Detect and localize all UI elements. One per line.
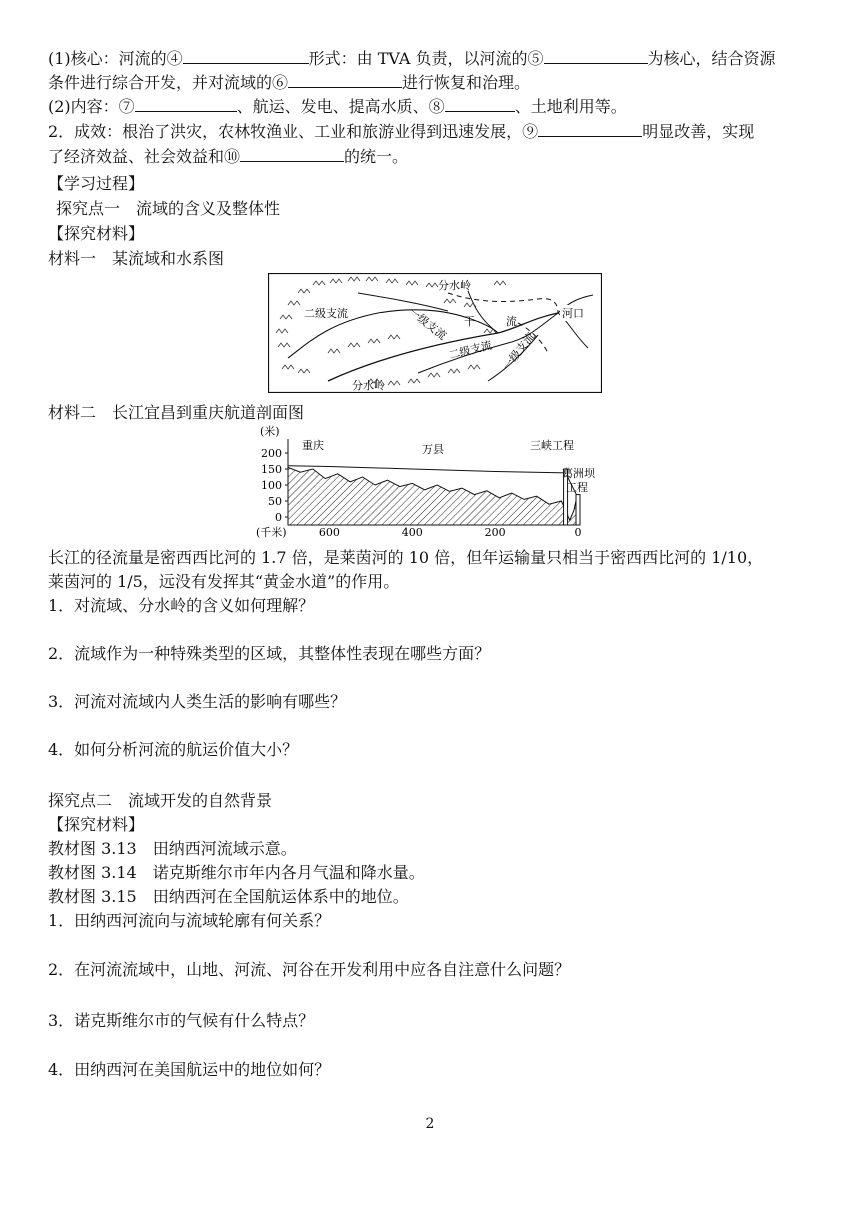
label-secondary-tributary-mid: 二级支流: [447, 338, 494, 362]
label-main-stream-1: 干: [464, 315, 475, 328]
textbook-ref-2: 教材图 3.14 诺克斯维尔市年内各月气温和降水量。: [48, 863, 425, 882]
x-tick-label: 0: [574, 526, 582, 539]
text: 了经济效益、社会效益和⑩: [48, 147, 241, 166]
label-secondary-tributary-left: 二级支流: [304, 307, 348, 320]
label-gezhouba-gongcheng: 工程: [566, 481, 588, 494]
intro-line-2: [48, 71, 530, 94]
text: 形式：由 TVA 负责，以河流的⑤: [308, 49, 544, 68]
x-axis-unit: (千米): [256, 526, 287, 539]
section1-question-4: 4．如何分析河流的航运价值大小？: [48, 740, 299, 759]
x-tick-label: 600: [318, 526, 340, 539]
riverbed-area: [288, 467, 578, 525]
text: 明显改善，实现: [642, 122, 755, 141]
text: 的统一。: [344, 147, 409, 166]
y-tick-label: 0: [275, 511, 282, 524]
intro-line-3: [48, 95, 627, 118]
text: 条件进行综合开发，并对流域的⑥: [48, 73, 289, 92]
material2-caption: 材料二 长江宜昌到重庆航道剖面图: [48, 403, 305, 422]
channel-profile-chart: [248, 425, 600, 540]
intro-line-4: [48, 120, 754, 143]
section1-para-2: 莱茵河的 1/5，远没有发挥其“黄金水道”的作用。: [48, 572, 400, 591]
intro-line-1: [48, 47, 776, 70]
label-three-gorges: 三峡工程: [530, 439, 574, 452]
x-tick-label: 200: [484, 526, 506, 539]
section2-question-1: 1．田纳西河流向与流域轮廓有何关系？: [48, 911, 331, 930]
label-gezhouba: 葛洲坝: [562, 467, 595, 480]
fill-blank-6[interactable]: [288, 71, 402, 88]
text: 进行恢复和治理。: [402, 73, 531, 92]
y-axis-unit: (米): [260, 425, 280, 438]
fill-blank-9[interactable]: [538, 120, 642, 137]
text: 、航运、发电、提高水质、⑧: [236, 97, 445, 116]
section1-question-2: 2．流域作为一种特殊类型的区域，其整体性表现在哪些方面？: [48, 644, 491, 663]
section2-materials-heading: 【探究材料】: [48, 815, 145, 834]
material1-caption: 材料一 某流域和水系图: [48, 249, 225, 268]
text: (1)核心：河流的④: [48, 49, 183, 68]
section1-title: 探究点一 流域的含义及整体性: [56, 199, 281, 218]
section2-question-4: 4．田纳西河在美国航运中的地位如何？: [48, 1060, 331, 1079]
fill-blank-7[interactable]: [135, 95, 237, 112]
intro-line-5: [48, 145, 408, 168]
fill-blank-8[interactable]: [445, 95, 515, 112]
label-wanxian: 万县: [422, 443, 444, 456]
y-tick-label: 200: [261, 447, 282, 460]
section1-question-1: 1．对流域、分水岭的含义如何理解？: [48, 596, 315, 615]
section2-question-3: 3．诺克斯维尔市的气候有什么特点？: [48, 1011, 315, 1030]
x-tick-label: 400: [401, 526, 423, 539]
gezhouba-dam: [576, 495, 580, 525]
watershed-diagram: [268, 273, 602, 393]
fill-blank-10[interactable]: [240, 145, 344, 162]
y-tick-label: 150: [261, 463, 282, 476]
text: 为核心，结合资源: [647, 49, 776, 68]
text: 、土地利用等。: [514, 97, 627, 116]
label-primary-tributary: 一级支流: [406, 305, 449, 343]
text: 2．成效：根治了洪灾，农林牧渔业、工业和旅游业得到迅速发展，⑨: [48, 122, 539, 141]
label-watershed-bottom: 分水岭: [352, 379, 385, 392]
textbook-ref-1: 教材图 3.13 田纳西河流域示意。: [48, 839, 297, 858]
text: (2)内容：⑦: [48, 97, 135, 116]
process-heading: 【学习过程】: [48, 174, 145, 193]
section1-para-1: 长江的径流量是密西西比河的 1.7 倍，是莱茵河的 10 倍，但年运输量只相当于密西西比河的 1/10，: [48, 548, 764, 567]
y-tick-label: 50: [268, 495, 282, 508]
label-watershed-top: 分水岭: [438, 279, 471, 292]
label-chongqing: 重庆: [302, 439, 324, 452]
y-tick-label: 100: [261, 479, 282, 492]
fill-blank-4[interactable]: [183, 47, 309, 64]
page-number: 2: [425, 1116, 435, 1132]
fill-blank-5[interactable]: [544, 47, 648, 64]
label-river-mouth: 河口: [562, 307, 584, 320]
textbook-ref-3: 教材图 3.15 田纳西河在全国航运体系中的地位。: [48, 887, 409, 906]
section1-materials-heading: 【探究材料】: [48, 224, 145, 243]
section1-question-3: 3．河流对流域内人类生活的影响有哪些？: [48, 692, 347, 711]
label-main-stream-2: 流: [506, 315, 517, 328]
section2-question-2: 2．在河流流域中，山地、河流、河谷在开发利用中应各自注意什么问题？: [48, 960, 571, 979]
label-primary-tributary-right: 一级支流: [500, 330, 538, 373]
section2-title: 探究点二 流域开发的自然背景: [48, 791, 273, 810]
